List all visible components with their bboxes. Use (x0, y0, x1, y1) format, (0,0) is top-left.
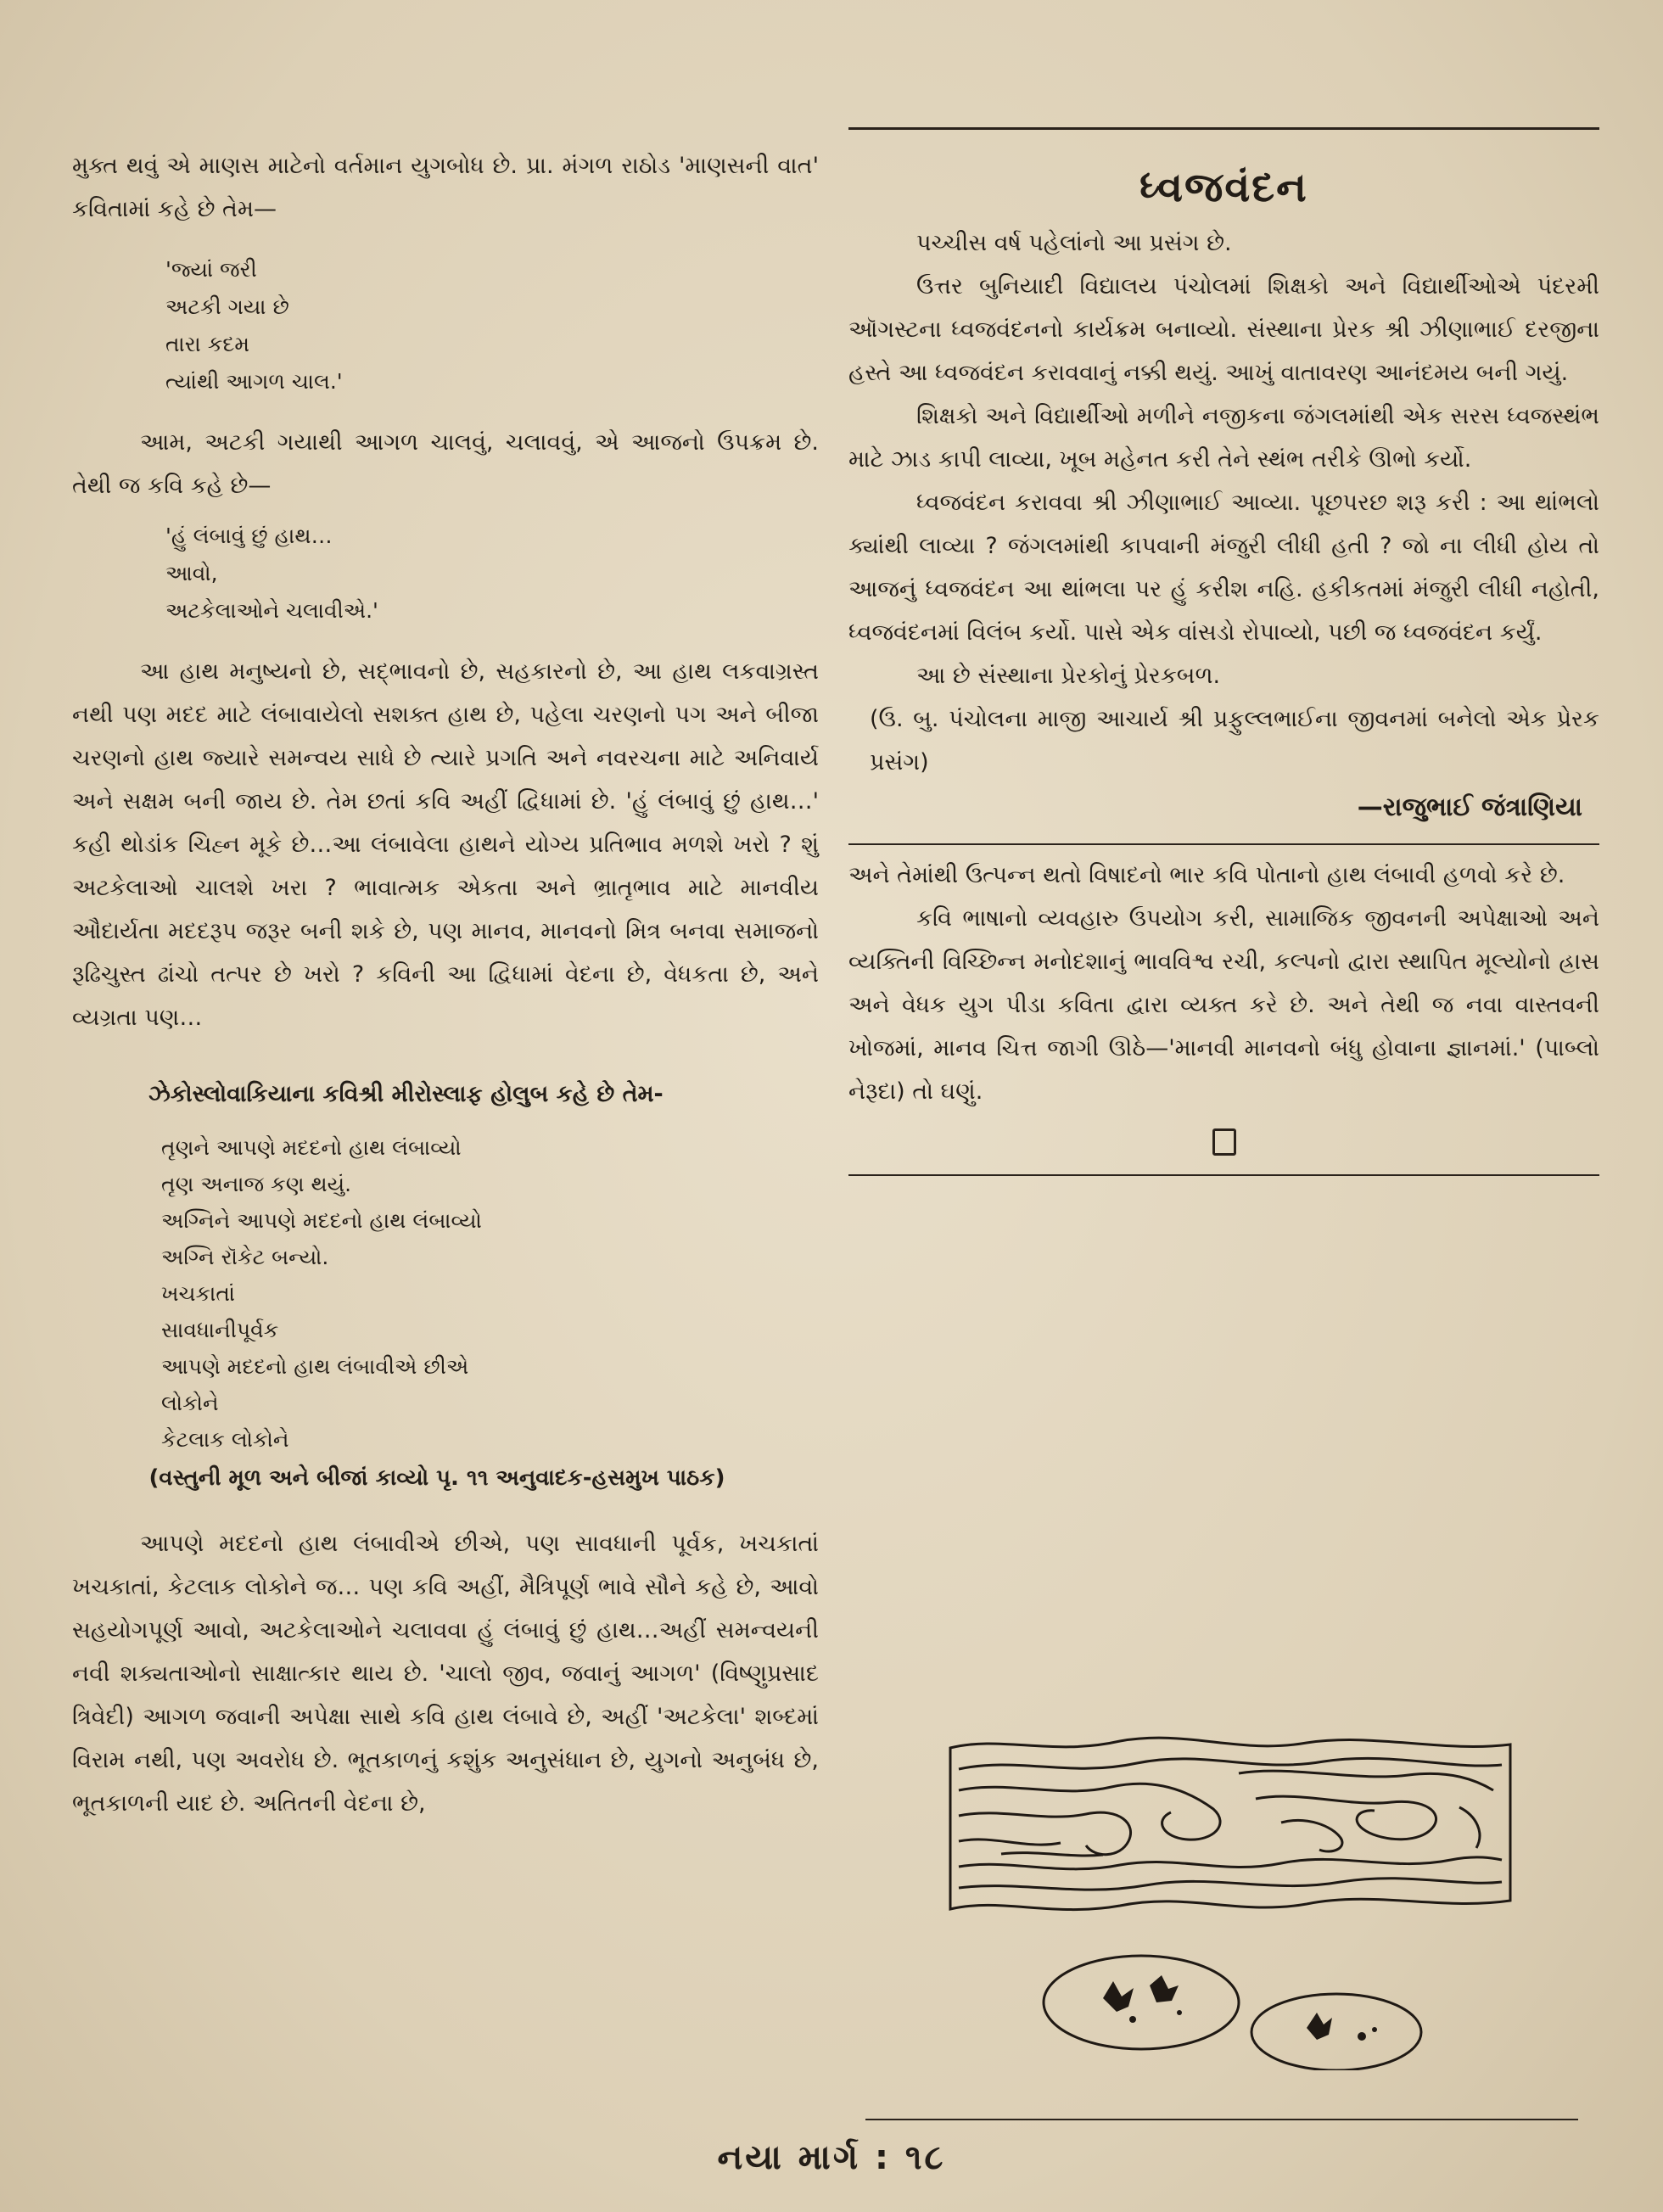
right-paragraph-3: શિક્ષકો અને વિદ્યાર્થીઓ મળીને નજીકના જંગલમાંથી એક સરસ ધ્વજસ્થંભ માટે ઝાડ કાપી લાવ્યા, ખૂબ મહેનત કરી તેને સ્થંભ તરીકે ઊભો કર્યો. (848, 403, 1599, 473)
left-paragraph-1: મુક્ત થવું એ માણસ માટેનો વર્તમાન યુગબોધ છે. પ્રા. મંગળ રાઠોડ 'માણસની વાત' કવિતામાં કહે છે તેમ— (72, 153, 819, 222)
poem-line: તારા કદમ (165, 332, 249, 356)
left-paragraph-4: આપણે મદદનો હાથ લંબાવીએ છીએ, પણ સાવધાની પૂર્વક, ખચકાતાં ખચકાતાં, કેટલાક લોકોને જ… પણ કવિ અહીં, મૈત્રિપૂર્ણ ભાવે સૌને કહે છે, આવો સહયોગપૂર્ણ આવો, અટકેલાઓને ચલાવવા હું લંબાવું છું હાથ…અહીં સમન્વયની નવી શક્યતાઓનો સાક્ષાત્કાર થાય છે. 'ચાલો જીવ, જવાનું આગળ' (વિષ્ણુપ્રસાદ ત્રિવેદી) આગળ જવાની અપેક્ષા સાથે કવિ હાથ લંબાવે છે, અહીં 'અટકેલા' શબ્દમાં વિરામ નથી, પણ અવરોધ છે. ભૂતકાળનું કશુંક અનુસંધાન છે, યુગનો અનુબંધ છે, ભૂતકાળની યાદ છે. અતિતની વેદના છે, (72, 1531, 819, 1817)
left-paragraph-3: આ હાથ મનુષ્યનો છે, સદ્ભાવનો છે, સહકારનો છે, આ હાથ લકવાગ્રસ્ત નથી પણ મદદ માટે લંબાવાયેલો સશક્ત હાથ છે, પહેલા ચરણનો પગ અને બીજા ચરણનો હાથ જ્યારે સમન્વય સાધે છે ત્યારે પ્રગતિ અને નવરચના માટે અનિવાર્ય અને સક્ષમ બની જાય છે. તેમ છતાં કવિ અહીં દ્વિધામાં છે. 'હું લંબાવું છું હાથ…' કહી થોડાંક ચિહ્ન મૂકે છે…આ લંબાવેલા હાથને યોગ્ય પ્રતિભાવ મળશે ખરો ? શું અટકેલાઓ ચાલશે ખરા ? ભાવાત્મક એકતા અને ભ્રાતૃભાવ માટે માનવીય ઔદાર્યતા મદદરૂપ જરૂર બની શકે છે, પણ માનવ, માનવનો મિત્ર બનવા સમાજનો રૂઢિચુસ્ત ઢાંચો તત્પર છે ખરો ? કવિની આ દ્વિધામાં વેદના છે, વેધકતા છે, અને વ્યગ્રતા પણ… (72, 658, 819, 1031)
middle-divider (848, 843, 1599, 845)
poem-line: કેટલાક લોકોને (161, 1427, 289, 1452)
poem-excerpt-1 (165, 251, 819, 400)
poem-line: અટકેલાઓને ચલાવીએ.' (165, 598, 378, 623)
poem-line: 'હું લંબાવું છું હાથ… (165, 524, 333, 548)
poem-line: ત્યાંથી આગળ ચાલ.' (165, 369, 343, 394)
poem-excerpt-3 (161, 1129, 819, 1458)
poem-line: 'જ્યાં જરી (165, 257, 257, 282)
poem-line: લોકોને (161, 1391, 219, 1415)
left-paragraph-2: આમ, અટકી ગયાથી આગળ ચાલવું, ચલાવવું, એ આજનો ઉપક્રમ છે. તેથી જ કવિ કહે છે— (72, 429, 819, 499)
left-column (72, 144, 819, 1825)
footer-divider (865, 2119, 1578, 2120)
article-title: ધ્વજવંદન (1139, 164, 1308, 211)
poem-line: સાવધાનીપૂર્વક (161, 1318, 279, 1342)
poem-line: તૃણને આપણે મદદનો હાથ લંબાવ્યો (161, 1135, 462, 1160)
poem-line: આપણે મદદનો હાથ લંબાવીએ છીએ (161, 1354, 469, 1379)
poem-intro-heading: ઝેકોસ્લોવાકિયાના કવિશ્રી મીરોસ્લાફ હોલુબ કહે છે તેમ- (148, 1081, 664, 1107)
right-paragraph-4: ધ્વજવંદન કરાવવા શ્રી ઝીણાભાઈ આવ્યા. પૂછપરછ શરૂ કરી : આ થાંભલો ક્યાંથી લાવ્યા ? જંગલમાંથી કાપવાની મંજુરી લીધી હતી ? જો ના લીધી હોય તો આજનું ધ્વજવંદન આ થાંભલા પર હું કરીશ નહિ. હકીકતમાં મંજુરી લીધી નહોતી, ધ્વજવંદનમાં વિલંબ કર્યો. પાસે એક વાંસડો રોપાવ્યો, પછી જ ધ્વજવંદન કર્યું. (848, 490, 1599, 646)
poem-line: ખચકાતાં (161, 1281, 236, 1306)
illustration-divider (848, 1174, 1599, 1176)
right-paragraph-1: પચ્ચીસ વર્ષ પહેલાંનો આ પ્રસંગ છે. (916, 230, 1232, 256)
poem-source-credit: (વસ્તુની મૂળ અને બીજાં કાવ્યો પૃ. ૧૧ અનુવાદક-હસમુખ પાઠક) (148, 1465, 725, 1491)
right-paragraph-7: અને તેમાંથી ઉત્પન્ન થતો વિષાદનો ભાર કવિ પોતાનો હાથ લંબાવી હળવો કરે છે. (848, 862, 1565, 888)
woodgrain-illustration (933, 1731, 1527, 2070)
right-paragraph-8: કવિ ભાષાનો વ્યવહારુ ઉપયોગ કરી, સામાજિક જીવનની અપેક્ષાઓ અને વ્યક્તિની વિચ્છિન્ન મનોદશાનું ભાવવિશ્વ રચી, કલ્પનો દ્વારા સ્થાપિત મૂલ્યોનો હ્રાસ અને વેધક યુગ પીડા કવિતા દ્વારા વ્યક્ત કરે છે. અને તેથી જ નવા વાસ્તવની ખોજમાં, માનવ ચિત્ત જાગી ઊઠે—'માનવી માનવનો બંધુ હોવાના જ્ઞાનમાં.' (પાબ્લો નેરૂદા) તો ઘણું. (848, 905, 1599, 1105)
poem-excerpt-2 (165, 518, 819, 630)
right-column (848, 127, 1599, 1176)
poem-line: અગ્નિને આપણે મદદનો હાથ લંબાવ્યો (161, 1208, 482, 1233)
poem-line: અટકી ગયા છે (165, 294, 289, 319)
author-signature: —રાજુભાઈ જંત્રાણિયા (1357, 792, 1582, 822)
poem-line: અગ્નિ રૉકેટ બન્યો. (161, 1245, 329, 1269)
top-divider (848, 127, 1599, 130)
page-footer: નયા માર્ગ : ૧૮ (717, 2138, 946, 2177)
poem-line: તૃણ અનાજ કણ થયું. (161, 1172, 352, 1196)
end-mark-icon (1212, 1128, 1236, 1156)
right-paragraph-6: (ઉ. બુ. પંચોલના માજી આચાર્ય શ્રી પ્રફુલ્લભાઈના જીવનમાં બનેલો એક પ્રેરક પ્રસંગ) (870, 706, 1599, 776)
poem-line: આવો, (165, 561, 218, 585)
right-paragraph-2: ઉત્તર બુનિયાદી વિદ્યાલય પંચોલમાં શિક્ષકો અને વિદ્યાર્થીઓએ પંદરમી ઑગસ્ટના ધ્વજવંદનનો કાર્યક્રમ બનાવ્યો. સંસ્થાના પ્રેરક શ્રી ઝીણાભાઈ દરજીના હસ્તે આ ધ્વજવંદન કરાવવાનું નક્કી થયું. આખું વાતાવરણ આનંદમય બની ગયું. (848, 273, 1599, 386)
right-paragraph-5: આ છે સંસ્થાના પ્રેરકોનું પ્રેરકબળ. (916, 663, 1221, 689)
